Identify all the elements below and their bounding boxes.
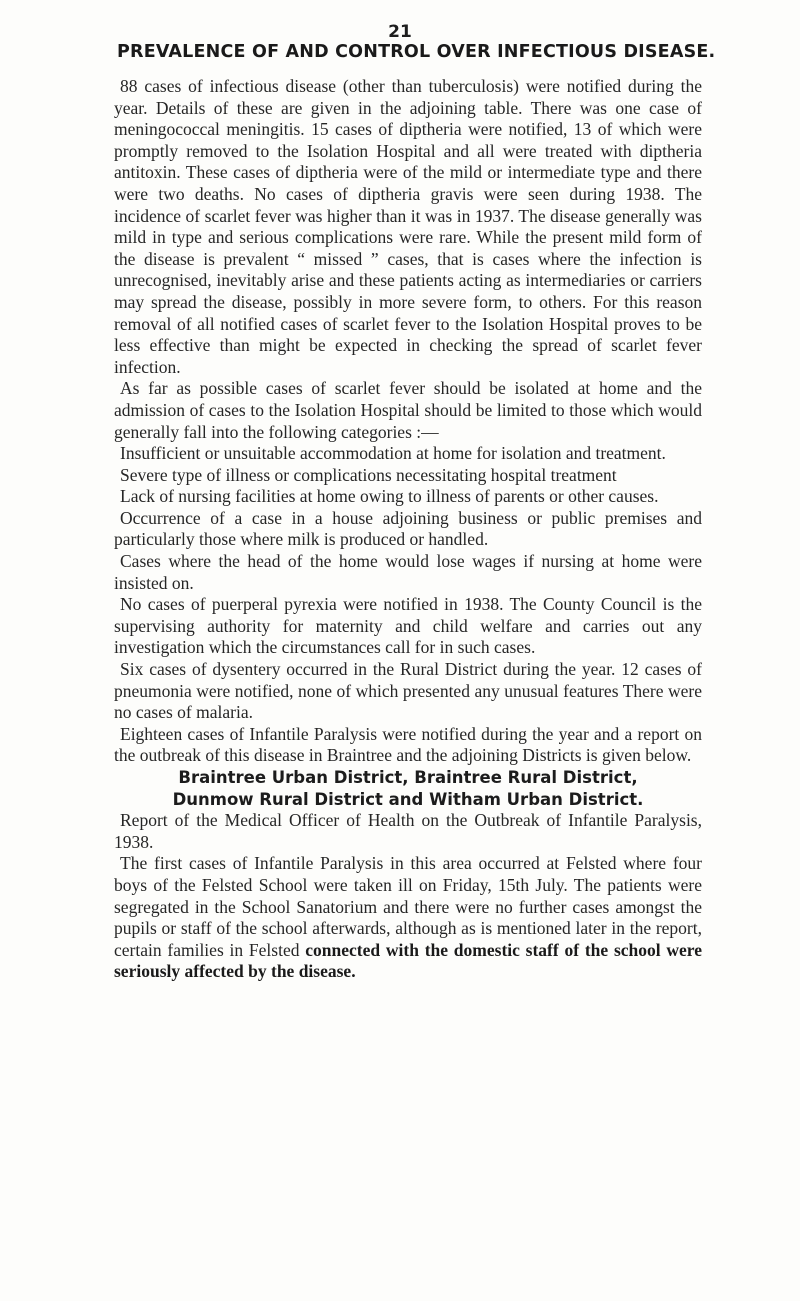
category-item: Cases where the head of the home would lose wages if nursing at home were insisted on. — [114, 551, 702, 593]
page-number: 21 — [388, 22, 412, 42]
paragraph-puerperal-pyrexia: No cases of puerperal pyrexia were notified in 1938. The County Council is the supervising authority for maternity and child welfare and carries out any investigation which the circumstances call for in such cases. — [114, 594, 702, 658]
paragraph-report-title: Report of the Medical Officer of Health on the Outbreak of Infantile Paralysis, 1938. — [114, 810, 702, 852]
paragraph-dysentery-pneumonia: Six cases of dysentery occurred in the Rural District during the year. 12 cases of pneumonia were notified, none of which presented any unusual features There were no cases of malaria. — [114, 659, 702, 723]
section-heading-line-1: Braintree Urban District, Braintree Rural District, — [178, 768, 638, 787]
paragraph-felsted-outbreak — [114, 853, 702, 983]
paragraph-infantile-paralysis: Eighteen cases of Infantile Paralysis were notified during the year and a report on the outbreak of this disease in Braintree and the adjoining Districts is given below. — [114, 723, 702, 766]
category-item: Occurrence of a case in a house adjoining business or public premises and particularly those where milk is produced or handled. — [114, 507, 702, 550]
category-item: Severe type of illness or complications necessitating hospital treatment — [120, 464, 617, 485]
paragraph-felsted-text: The first cases of Infantile Paralysis in this area occurred at Felsted where four boys of the Felsted School were taken ill on Friday, 15th July. The patients were segregated in the School Sanatorium and there were no further cases amongst the pupils or staff of the school afterwards, although as is mentioned later in the report, certain families in Felsted — [114, 853, 702, 960]
paragraph-felsted-text-end: by the disease. — [248, 961, 356, 982]
category-item: Insufficient or unsuitable accommodation at home for isolation and treatment. — [120, 443, 666, 464]
category-item: Lack of nursing facilities at home owing to illness of parents or other causes. — [120, 486, 659, 507]
paragraph-felsted-text-bold: connected with the domestic staff of the school were seriously affected — [114, 939, 703, 982]
document-body — [114, 76, 702, 983]
section-heading-line-2: Dunmow Rural District and Witham Urban District. — [172, 789, 644, 809]
paragraph-infectious-disease: 88 cases of infectious disease (other than tuberculosis) were notified during the year. Details of these are given in the adjoining table. There was one case of meningococcal meningitis. 15 cases of diptheria were notified, 13 of which were promptly removed to the Isolation Hospital and all were treated with diptheria antitoxin. These cases of diptheria were of the mild or intermediate type and there were two deaths. No cases of diptheria gravis were seen during 1938. The incidence of scarlet fever was higher than it was in 1937. The disease generally was mild in type and serious complications were rare. While the present mild form of the disease is prevalent “ missed ” cases, that is cases where the infection is unrecognised, inevitably arise and these patients acting as intermediaries or carriers may spread the disease, possibly in more severe form, to others. For this reason removal of all notified cases of scarlet fever to the Isolation Hospital proves to be less effective than might be expected in checking the spread of scarlet fever infection. — [114, 76, 702, 377]
paragraph-scarlet-fever-isolation: As far as possible cases of scarlet fever should be isolated at home and the admission of cases to the Isolation Hospital should be limited to those which would generally fall into the following categories :— — [114, 378, 702, 442]
page-title: PREVALENCE OF AND CONTROL OVER INFECTIOUS DISEASE. — [117, 42, 716, 62]
